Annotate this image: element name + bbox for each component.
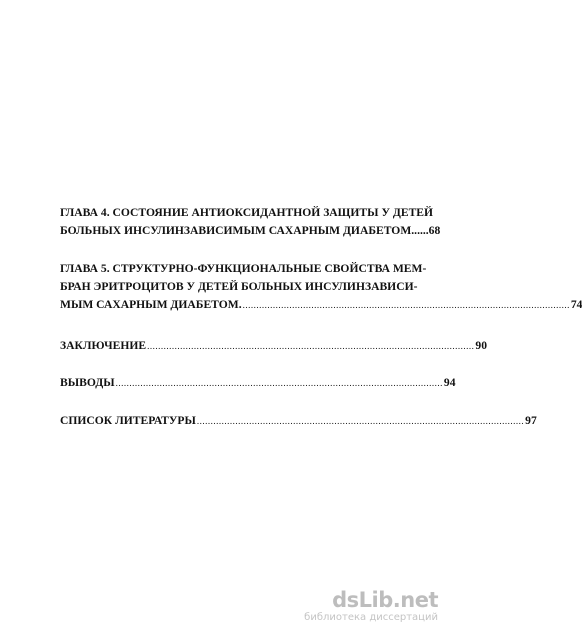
toc-chapter5-page: 74 — [570, 298, 582, 311]
dslib-logo-net: .net — [392, 588, 438, 612]
toc-findings-entry[interactable] — [60, 376, 456, 390]
toc-chapter5-line2: БРАН ЭРИТРОЦИТОВ У ДЕТЕЙ БОЛЬНЫХ ИНСУЛИНЗАВИСИ- — [60, 280, 418, 293]
toc-references-page: 97 — [525, 414, 537, 427]
toc-chapter4-line1: ГЛАВА 4. СОСТОЯНИЕ АНТИОКСИДАНТНОЙ ЗАЩИТЫ У ДЕТЕЙ — [60, 206, 434, 219]
toc-findings-page: 94 — [443, 376, 456, 389]
toc-conclusion-entry[interactable] — [60, 339, 488, 353]
toc-chapter5-line1: ГЛАВА 5. СТРУКТУРНО-ФУНКЦИОНАЛЬНЫЕ СВОЙСТВА МЕМ- — [60, 262, 427, 275]
dslib-watermark — [304, 588, 438, 628]
toc-findings-dots: ....................................................................................................................... — [115, 378, 443, 388]
toc-conclusion-title: ЗАКЛЮЧЕНИЕ — [60, 339, 147, 352]
toc-chapter4-leader: ...... — [411, 224, 429, 237]
toc-chapter5-dots: ....................................................................................................................... — [242, 300, 570, 310]
toc-chapter5-line3: МЫМ САХАРНЫМ ДИАБЕТОМ. — [60, 298, 242, 311]
toc-findings-title: ВЫВОДЫ — [60, 376, 115, 389]
toc-chapter4-entry[interactable] — [60, 224, 441, 238]
toc-references-title: СПИСОК ЛИТЕРАТУРЫ — [60, 414, 196, 427]
dslib-logo-ds: ds — [332, 588, 359, 612]
toc-conclusion-dots: ....................................................................................................................... — [147, 341, 475, 351]
dslib-subtitle: библиотека диссертаций — [304, 612, 438, 623]
toc-chapter4-line2: БОЛЬНЫХ ИНСУЛИНЗАВИСИМЫМ САХАРНЫМ ДИАБЕТОМ — [60, 224, 412, 237]
toc-chapter4-page: 68 — [428, 224, 441, 237]
toc-references-entry[interactable] — [60, 414, 537, 428]
toc-conclusion-page: 90 — [475, 339, 488, 352]
toc-chapter5-entry[interactable] — [60, 298, 582, 312]
toc-references-dots: ....................................................................................................................... — [196, 416, 525, 426]
dslib-logo-lib: Lib — [358, 588, 393, 612]
dslib-logo — [332, 588, 438, 612]
